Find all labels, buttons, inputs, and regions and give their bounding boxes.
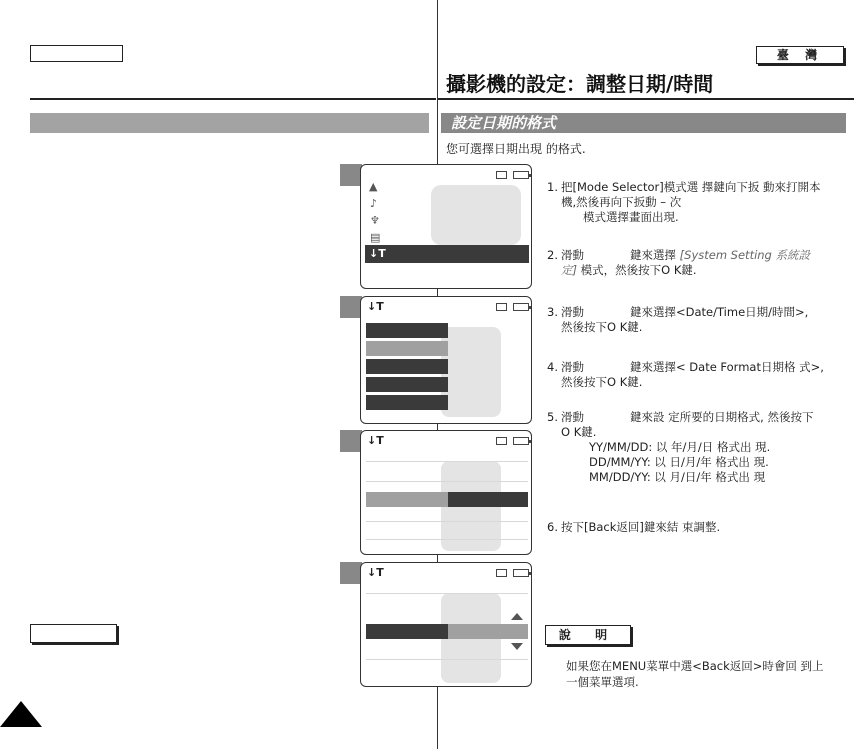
row-divider: [366, 659, 528, 660]
left-header-rule: [30, 98, 436, 100]
settings-icon: ↓T: [367, 300, 384, 313]
language-tab: 臺 灣: [756, 46, 844, 64]
right-header-rule: [438, 98, 854, 100]
screen-4-tab: [340, 562, 362, 584]
scroll-down-icon: [511, 643, 523, 650]
left-header-box: [30, 45, 123, 62]
settings-icon: ↓T: [367, 434, 384, 447]
menu-row-4: [366, 377, 448, 392]
row-divider: [366, 539, 528, 540]
screen-3-tab: [340, 430, 362, 452]
row-divider: [366, 481, 528, 482]
battery-icon: [513, 303, 529, 311]
scroll-up-icon: [511, 613, 523, 620]
triangle-up-icon: ▲: [369, 180, 378, 193]
step-4: 4. 滑動 鍵來選擇< Date Format日期格 式>, 然後按下O K鍵.: [547, 360, 824, 389]
date-format-value-bar: [448, 624, 528, 639]
background-figure: [441, 327, 501, 417]
memory-card-icon: [496, 303, 507, 311]
selected-row: [365, 245, 529, 263]
menu-row-1: [366, 323, 448, 338]
menu-row-3: [366, 359, 448, 374]
screen-1-menu: [360, 164, 532, 289]
section-intro: 您可選擇日期出現 的格式.: [446, 142, 586, 156]
step-1: 1. 把[Mode Selector]模式選 擇鍵向下扳 動來打開本 機,然後再向下扳動 – 次 模式選擇畫面出現.: [547, 180, 821, 224]
settings-icon: ↓T: [369, 247, 386, 260]
memory-card-icon: [496, 569, 507, 577]
section-heading: 設定日期的格式: [441, 113, 846, 133]
row-divider: [366, 461, 528, 462]
file-icon: ▤: [370, 231, 381, 244]
battery-icon: [513, 437, 529, 445]
microphone-icon: ♆: [370, 214, 380, 227]
left-note-box: [30, 624, 117, 643]
memory-card-icon: [496, 437, 507, 445]
step-3: 3. 滑動 鍵來選擇<Date/Time日期/時間>, 然後按下O K鍵.: [547, 305, 809, 334]
date-format-label-bar: [366, 624, 448, 639]
music-note-icon: ♪: [370, 197, 378, 210]
screen-4-menu: [360, 562, 532, 687]
row-divider: [366, 521, 528, 522]
screen-3-menu: [360, 430, 532, 555]
menu-row-2: [366, 341, 448, 356]
date-format-value-bar: [448, 492, 528, 507]
step-2: 2. 滑動 鍵來選擇 [System Setting 系統設 定] 模式，然後按下O K鍵.: [547, 248, 811, 277]
memory-card-icon: [496, 171, 507, 179]
battery-icon: [513, 171, 529, 179]
step-5: 5. 滑動 鍵來設 定所要的日期格式, 然後按下 O K鍵. YY/MM/DD: 以 年/月/日 格式出 現. DD/MM/YY: 以 日/月/年 格式出 現. MM/DD/YY: 以 月/日/年 格式出 現: [547, 410, 814, 484]
settings-icon: ↓T: [367, 566, 384, 579]
note-tab: 說 明: [545, 625, 631, 645]
camera-silhouette: [431, 185, 521, 245]
note-text: 如果您在MENU菜單中選<Back返回>時會回 到上 一個菜單選項.: [566, 659, 824, 689]
page-corner-triangle: [0, 701, 42, 727]
menu-row-5: [366, 395, 448, 410]
screen-2-tab: [340, 296, 362, 318]
row-divider: [366, 593, 528, 594]
screen-1-tab: [340, 164, 362, 186]
left-section-bar: [30, 113, 429, 133]
battery-icon: [513, 569, 529, 577]
step-6: 6. 按下[Back返回]鍵來結 束調整.: [547, 520, 721, 534]
date-format-label-bar: [366, 492, 448, 507]
screen-2-menu: [360, 296, 532, 424]
page-title: 攝影機的設定：調整日期/時間: [446, 72, 714, 96]
